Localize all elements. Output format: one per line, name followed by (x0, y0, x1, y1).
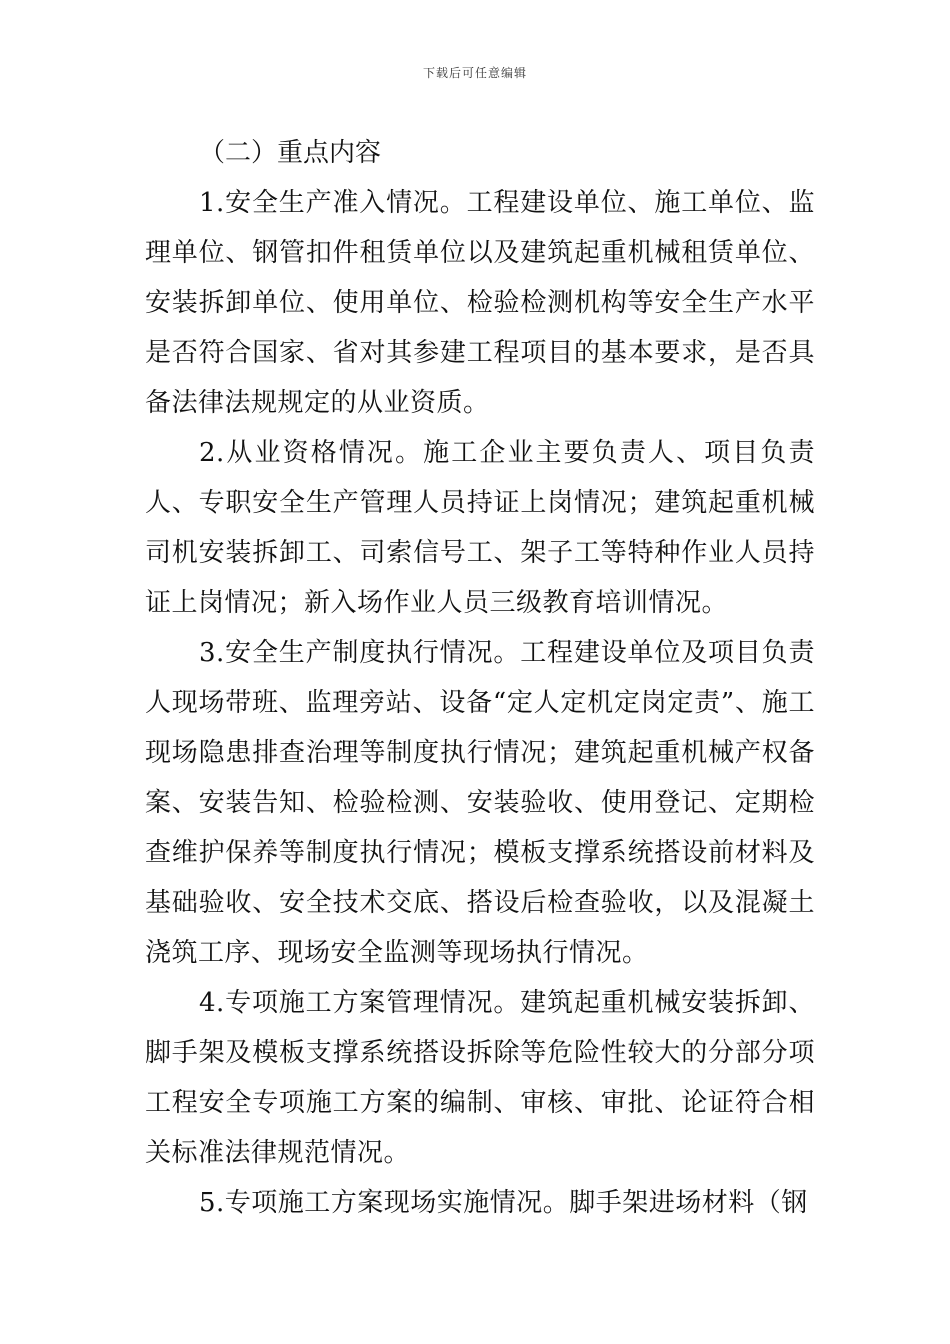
page-header-note: 下载后可任意编辑 (422, 66, 527, 80)
paragraph-2: 2.从业资格情况。施工企业主要负责人、项目负责人、专职安全生产管理人员持证上岗情况；建筑起重机械司机安装拆卸工、司索信号工、架子工等特种作业人员持证上岗情况；新入场作业人员三级教育培训情况。 (145, 438, 815, 618)
paragraph-4: 4.专项施工方案管理情况。建筑起重机械安装拆卸、脚手架及模板支撑系统搭设拆除等危险性较大的分部分项工程安全专项施工方案的编制、审核、审批、论证符合相关标准法律规范情况。 (145, 988, 815, 1168)
document-body (145, 128, 815, 1228)
paragraph-1: 1.安全生产准入情况。工程建设单位、施工单位、监理单位、钢管扣件租赁单位以及建筑起重机械租赁单位、安装拆卸单位、使用单位、检验检测机构等安全生产水平是否符合国家、省对其参建工程项目的基本要求，是否具备法律法规规定的从业资质。 (145, 188, 815, 418)
section-heading: （二）重点内容 (199, 138, 382, 168)
paragraph-3: 3.安全生产制度执行情况。工程建设单位及项目负责人现场带班、监理旁站、设备“定人定机定岗定责”、施工现场隐患排查治理等制度执行情况；建筑起重机械产权备案、安装告知、检验检测、安装验收、使用登记、定期检查维护保养等制度执行情况；模板支撑系统搭设前材料及基础验收、安全技术交底、搭设后检查验收，以及混凝土浇筑工序、现场安全监测等现场执行情况。 (145, 638, 815, 968)
paragraph-5: 5.专项施工方案现场实施情况。脚手架进场材料（钢 (199, 1188, 808, 1218)
